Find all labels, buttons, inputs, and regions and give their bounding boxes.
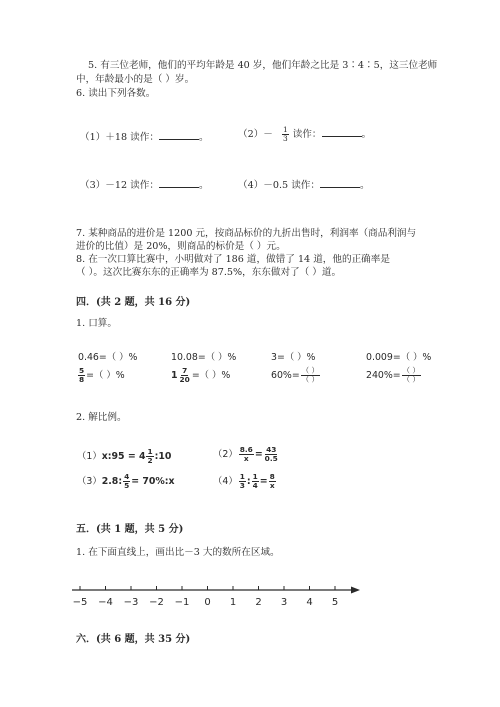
fraction: $\frac{7}{20}$ (179, 366, 190, 384)
number-line-tick-label: −3 (123, 597, 139, 608)
number-line-tick-label: −1 (174, 597, 190, 608)
proportion-2: （2） $\frac{8.6}{x}$ = $\frac{43}{0.5}$ (213, 445, 278, 463)
oral-r2c3: 60%= $\frac{( )}{( )}$ (271, 366, 319, 384)
arrow-right-icon (351, 587, 360, 594)
q8-line1: 8. 在一次口算比赛中，小明做对了 186 道，做错了 14 道，他的正确率是 (76, 254, 390, 265)
answer-blank[interactable] (322, 136, 362, 137)
fraction: $\frac{1}{2}$ (147, 447, 153, 465)
number-line-tick-label: 5 (331, 597, 339, 608)
oral-title: 1. 口算。 (76, 318, 117, 329)
number-line[interactable] (70, 582, 370, 610)
q6-item-2: （2）－ $\frac{1}{3}$ 读作： 。 (238, 125, 372, 143)
oral-r2c4: 240%= $\frac{( )}{( )}$ (366, 366, 420, 384)
number-line-tick-label: −2 (149, 597, 164, 608)
fraction: $\frac{( )}{( )}$ (402, 366, 420, 384)
q6-item-3-prompt: （3）－12 读作： (80, 180, 159, 191)
number-line-tick-label: 0 (204, 597, 211, 608)
q5-line2: 中，年龄最小的是（ ）岁。 (76, 74, 195, 85)
oral-r1c1: 0.46=（ ）% (78, 352, 138, 363)
fraction-one-third: $\frac{1}{3}$ (282, 125, 288, 143)
number-line-tick-label: 1 (229, 597, 237, 608)
section-4-title: 四．(共 2 题，共 16 分) (76, 297, 191, 308)
fraction: $\frac{1}{3}$ (239, 472, 245, 490)
answer-blank[interactable] (159, 187, 199, 188)
fraction: $\frac{1}{4}$ (252, 472, 258, 490)
q6-item-2-prompt: （2）－ (238, 129, 273, 140)
fraction: $\frac{5}{8}$ (79, 366, 85, 384)
number-line-tick-label: 2 (255, 597, 262, 608)
oral-r1c3: 3=（ ）% (271, 352, 316, 363)
q6-item-3: （3）－12 读作： 。 (80, 180, 209, 191)
number-line-tick-label: 3 (280, 597, 288, 608)
proportion-3: （3）2.8: $\frac{4}{5}$ = 70%:x (77, 472, 175, 490)
oral-r2c2: 1 $\frac{7}{20}$ =（ ）% (171, 366, 231, 384)
oral-r1c4: 0.009=（ ）% (366, 352, 432, 363)
q51-text: 1. 在下面直线上，画出比－3 大的数所在区域。 (76, 547, 280, 558)
q6-item-4-prompt: （4）－0.5 读作： (238, 180, 320, 191)
oral-r2c1: $\frac{5}{8}$ =（ ）% (79, 366, 125, 384)
proportion-1: （1）x:95 = 4 $\frac{1}{2}$ :10 (77, 447, 172, 465)
q7-line1: 7. 某种商品的进价是 1200 元，按商品标价的九折出售时，利润率（商品利润与 (76, 228, 417, 239)
number-line-tick-label: −5 (72, 597, 88, 608)
proportion-title: 2. 解比例。 (76, 412, 127, 423)
oral-r1c2: 10.08=（ ）% (171, 352, 237, 363)
q8-line2: （ ）。这次比赛东东的正确率为 87.5%，东东做对了（ ）道。 (76, 267, 342, 278)
fraction: $\frac{( )}{( )}$ (301, 366, 319, 384)
q7-line2: 进价的比值）是 20%，则商品的标价是（ ）元。 (76, 241, 286, 252)
answer-blank[interactable] (159, 139, 199, 140)
fraction: $\frac{8.6}{x}$ (239, 445, 253, 463)
fraction: $\frac{8}{x}$ (269, 472, 275, 490)
section-6-title: 六．(共 6 题，共 35 分) (76, 634, 191, 645)
proportion-4: （4） $\frac{1}{3}$ : $\frac{1}{4}$ = $\frac{8}{x}$ (213, 472, 275, 490)
answer-blank[interactable] (320, 187, 360, 188)
q6-item-4: （4）－0.5 读作： 。 (238, 180, 370, 191)
q6-item-1: （1）＋18 读作： 。 (80, 132, 209, 143)
fraction: $\frac{4}{5}$ (124, 472, 130, 490)
q6-item-1-prompt: （1）＋18 读作： (80, 132, 159, 143)
fraction: $\frac{43}{0.5}$ (264, 445, 278, 463)
q5-line1: 5. 有三位老师，他们的平均年龄是 40 岁，他们年龄之比是 3∶4∶5，这三位老师 (88, 60, 438, 71)
number-line-tick-label: 4 (306, 597, 313, 608)
section-5-title: 五．(共 1 题，共 5 分) (76, 524, 184, 535)
number-line-tick-label: −4 (98, 597, 113, 608)
q6-title: 6. 读出下列各数。 (76, 88, 156, 99)
